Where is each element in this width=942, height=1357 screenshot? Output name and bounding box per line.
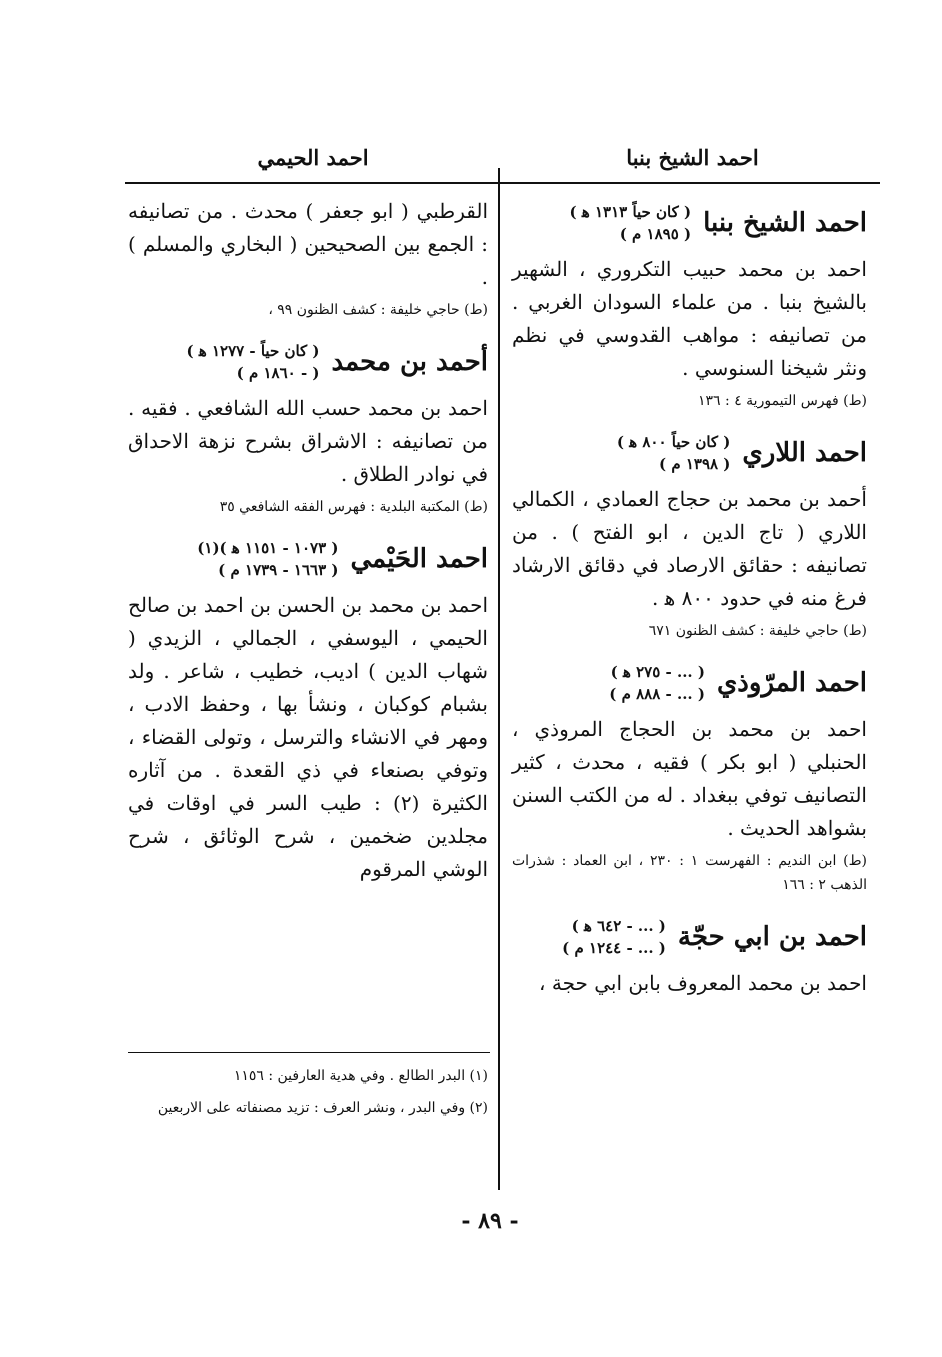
entry-body: أحمد بن محمد بن حجاج العمادي ، الكمالي اللاري ( تاج الدين ، ابو الفتح ) . من تصانيفه : حقائق الارصاد في دقائق الارشاد فرغ منه في حدود ٨٠٠ ﻫ . <box>512 487 867 610</box>
biography-entry <box>512 431 867 643</box>
entry-body: احمد بن محمد حبيب التكروري ، الشهير بالشيخ بنبا . من علماء السودان الغربي . من تصانيفه : مواهب القدوسي في نظم ونثر شيخنا السنوسي . <box>512 257 867 380</box>
entry-dates <box>609 661 705 705</box>
entry-name: احمد بن ابي حجّة <box>677 921 867 952</box>
entry-reference: (ط) ابن النديم : الفهرست ١ : ٢٣٠ ، ابن العماد : شذرات الذهب ٢ : ١٦٦ <box>512 853 868 893</box>
footnotes <box>128 1060 488 1124</box>
entry-dates <box>562 915 666 959</box>
entry-dates <box>570 201 692 245</box>
entry-dates-gregorian: ( ... - ٨٨٨ م ) <box>609 685 705 703</box>
page-number: - ٨٩ - <box>461 1208 519 1234</box>
entry-reference: (ط) فهرس التيمورية ٤ : ١٣٦ <box>698 393 867 409</box>
column-divider <box>498 168 500 1190</box>
entry-name: احمد الحَيْمي <box>350 543 488 574</box>
biography-entry <box>128 537 488 886</box>
entry-dates-gregorian: ( ... - ١٢٤٤ م ) <box>562 939 666 957</box>
footnote: (٢) وفي البدر ، ونشر العرف : تزيد مصنفاته على الاربعين <box>157 1100 488 1116</box>
right-column <box>512 195 867 1000</box>
entry-reference: (ط) حاجي خليفة : كشف الظنون ٦٧١ <box>648 623 867 639</box>
entry-dates-hijri: ( كان حياً ٨٠٠ ﻫ ) <box>616 433 731 451</box>
biography-entry <box>128 340 488 519</box>
entry-name: احمد اللاري <box>742 437 867 468</box>
entry-dates <box>197 537 338 581</box>
entry-name: أحمد بن محمد <box>331 346 488 377</box>
left-column <box>128 195 488 886</box>
footnote-rule <box>128 1052 490 1053</box>
entry-name: احمد الشيخ بنبا <box>703 207 867 238</box>
biography-entry <box>512 201 867 413</box>
entry-dates-gregorian: ( ١٦٦٣ - ١٧٣٩ م ) <box>218 561 339 579</box>
entry-dates-gregorian: ( ١٣٩٨ م ) <box>659 455 731 473</box>
entry-reference: (ط) المكتبة البلدية : فهرس الفقه الشافعي ٣٥ <box>219 499 488 515</box>
left-column-header: احمد الحيمي <box>257 145 369 170</box>
entry-body: احمد بن محمد بن الحجاج المروذي ، الحنبلي ( ابو بكر ) فقيه ، محدث ، كثير التصانيف توفي ببغداد . له من الكتب السنن بشواهد الحديث . <box>512 717 867 840</box>
entry-body: احمد بن محمد بن الحسن بن احمد بن صالح الحيمي ، اليوسفي ، الجمالي ، الزيدي ( شهاب الدين ) اديب، خطيب ، شاعر . ولد بشبام كوكبان ، ونشأ بها ، وحفظ الادب ، ومهر في الانشاء والترسل ، وتولى القضاء ، وتوفي بصنعاء في ذي القعدة . من آثاره الكثيرة (٢) : طيب السر في اوقات في مجلدين ضخمين ، شرح الوثائق ، شرح الوشي المرقوم <box>128 593 488 881</box>
header-rule <box>125 182 880 184</box>
entry-dates-hijri: ( ... - ٦٤٢ ﻫ ) <box>571 917 666 935</box>
entry-dates-hijri: ( كان حياً ١٣١٣ ﻫ ) <box>569 203 692 221</box>
entry-dates <box>617 431 731 475</box>
entry-dates-hijri: ( ١٠٧٣ - ١١٥١ ﻫ )(١) <box>197 539 339 557</box>
entry-dates-gregorian: ( ١٨٩٥ م ) <box>619 225 692 243</box>
entry-body: احمد بن محمد حسب الله الشافعي . فقيه . من تصانيفه : الاشراق بشرح نزهة الاحداق في نوادر الطلاق . <box>128 396 488 486</box>
entry-dates <box>187 340 320 384</box>
entry-dates-hijri: ( كان حياً - ١٢٧٧ ﻫ ) <box>186 342 320 360</box>
biography-entry <box>512 661 867 897</box>
continued-entry-text: القرطبي ( ابو جعفر ) محدث . من تصانيفه : الجمع بين الصحيحين ( البخاري والمسلم ) . <box>128 199 488 289</box>
entry-dates-gregorian: ( - ١٨٦٠ م ) <box>236 364 320 382</box>
entry-reference: (ط) حاجي خليفة : كشف الظنون ٩٩ ، <box>268 302 488 318</box>
entry-name: احمد المرّوذي <box>716 667 867 698</box>
entry-dates-hijri: ( ... - ٢٧٥ ﻫ ) <box>610 663 705 681</box>
entry-body: احمد بن محمد المعروف بابن ابي حجة ، <box>539 971 867 995</box>
right-column-header: احمد الشيخ بنبا <box>626 145 759 170</box>
footnote: (١) البدر الطالع . وفي هدية العارفين : ١١٥٦ <box>233 1068 488 1084</box>
biography-entry <box>512 915 867 1000</box>
